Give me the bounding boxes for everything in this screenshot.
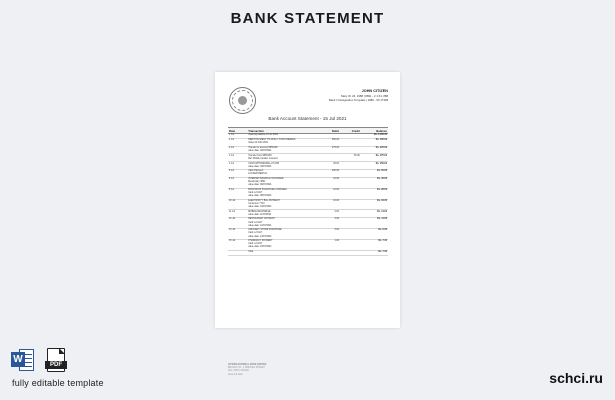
word-file-icon bbox=[11, 348, 35, 372]
template-caption: fully editable template bbox=[12, 378, 104, 388]
cell-date: 5 Jul bbox=[228, 170, 247, 178]
transaction-line: Opening balance 15 Jul 2021 bbox=[248, 134, 279, 137]
transaction-line: Beneficiary 4891 bbox=[248, 181, 266, 184]
cell-credit bbox=[340, 218, 361, 229]
transaction-line: Card ref 4417 bbox=[248, 232, 263, 235]
transactions-body bbox=[228, 134, 388, 255]
transaction-line: Consumer 7723 bbox=[248, 202, 265, 205]
cell-date: 2 Jul bbox=[228, 154, 247, 162]
cell-balance: Rs. 8.00 bbox=[361, 229, 388, 240]
transaction-line: Ref: Mobile transfer received bbox=[248, 157, 278, 160]
cell-debit bbox=[319, 250, 340, 255]
cell-transaction bbox=[247, 239, 319, 250]
cell-credit bbox=[340, 162, 361, 170]
transaction-line: Card ref 4417 bbox=[248, 192, 263, 195]
table-row bbox=[228, 154, 388, 162]
cell-date: 4 Jul bbox=[228, 162, 247, 170]
table-row bbox=[228, 170, 388, 178]
seal-emblem-icon bbox=[238, 96, 247, 105]
transaction-line: BOOKSHOP PURCHASE CHARGES bbox=[248, 188, 287, 191]
cell-credit bbox=[340, 210, 361, 218]
table-row bbox=[228, 229, 388, 240]
cell-transaction bbox=[247, 188, 319, 199]
transaction-line: value date: 15/07/2021 bbox=[248, 246, 272, 249]
cell-balance: Rs. 28.00 bbox=[361, 188, 388, 199]
transaction-line: value date: 04/07/2021 bbox=[248, 165, 272, 168]
cell-debit: 10.00 bbox=[319, 177, 340, 188]
cell-credit bbox=[340, 250, 361, 255]
bank-name: CITIZEN NATIONAL BANK LIMITED bbox=[228, 364, 267, 366]
cell-balance: Rs. 500.00 bbox=[361, 138, 388, 146]
transactions-table bbox=[228, 127, 388, 256]
cell-balance: Rs. 1,000.00 bbox=[361, 134, 388, 139]
transaction-line: value date: 11/07/2021 bbox=[248, 213, 272, 216]
cell-date: 1 Jul bbox=[228, 138, 247, 146]
transaction-line: Card ref 4417 bbox=[248, 243, 263, 246]
account-holder-address-line: Mary W. 23, 1988 | 8891 - 2 1 64, 888 bbox=[341, 94, 388, 98]
cell-date: 10 Jul bbox=[228, 199, 247, 210]
bank-phone: TEL: 0000 0 000000 bbox=[228, 370, 249, 373]
transaction-line: value date: 10/07/2021 bbox=[248, 206, 272, 209]
transaction-line: INTERNET BANKING TRANSFER bbox=[248, 178, 284, 181]
cell-date: 1 Jul bbox=[228, 134, 247, 139]
cell-balance: Rs. 14.00 bbox=[361, 210, 388, 218]
cell-transaction bbox=[247, 199, 319, 210]
table-row bbox=[228, 138, 388, 146]
column-header-date: Date bbox=[228, 128, 247, 134]
transaction-line: Value 03-JUN-2021 bbox=[248, 142, 269, 145]
format-icons bbox=[11, 348, 71, 374]
cell-date: 2 Jul bbox=[228, 146, 247, 154]
bank-footer bbox=[228, 364, 388, 377]
cell-debit bbox=[319, 154, 340, 162]
cell-balance: Rs. 50.00 bbox=[361, 170, 388, 178]
cell-debit: 1.00 bbox=[319, 239, 340, 250]
bank-seal bbox=[229, 87, 256, 114]
cell-debit: 3.00 bbox=[319, 229, 340, 240]
cell-credit bbox=[340, 229, 361, 240]
cell-date: 15 Jul bbox=[228, 239, 247, 250]
cell-balance: Rs. 18.00 bbox=[361, 199, 388, 210]
statement-title: Bank Account Statement - 15 Jul 2021 bbox=[268, 116, 347, 121]
cell-balance: Rs. 250.00 bbox=[361, 162, 388, 170]
pdf-file-icon bbox=[45, 348, 67, 373]
cell-credit: 50.00 bbox=[340, 154, 361, 162]
table-row bbox=[228, 199, 388, 210]
cell-credit bbox=[340, 188, 361, 199]
cell-balance: Rs. 7.00 bbox=[361, 250, 388, 255]
column-header-debit: Debit bbox=[319, 128, 340, 134]
table-row bbox=[228, 146, 388, 154]
cell-debit: 275.00 bbox=[319, 146, 340, 154]
account-holder-address-line: Bank 1 Designation Template | 1880 - 90 17348 bbox=[329, 98, 388, 103]
page-heading: BANK STATEMENT bbox=[230, 10, 385, 27]
table-row bbox=[228, 177, 388, 188]
cell-debit: 500.00 bbox=[319, 138, 340, 146]
cell-date: 12 Jul bbox=[228, 218, 247, 229]
cell-debit: 3.00 bbox=[319, 218, 340, 229]
transaction-line: DEBIT PAYMENT TO MOLLY STATIONERIES bbox=[248, 139, 296, 142]
transaction-line: ELECTRICITY BILL PAYMENT bbox=[248, 199, 280, 202]
cell-balance: Rs. 7.00 bbox=[361, 239, 388, 250]
transaction-line: MOBILE RECHARGE bbox=[248, 210, 271, 213]
bank-website: www.cnb.bank bbox=[228, 373, 243, 376]
cell-balance: Rs. 275.00 bbox=[361, 154, 388, 162]
site-name: schci.ru bbox=[549, 370, 603, 386]
account-holder-name: JOHN CITIZEN bbox=[361, 89, 388, 93]
cell-transaction bbox=[247, 170, 319, 178]
cell-credit bbox=[340, 146, 361, 154]
cell-debit: 10.00 bbox=[319, 199, 340, 210]
transaction-line: Transfer from 9856138 bbox=[248, 154, 272, 157]
transaction-line: CASH WITHDRAWAL AT ATM bbox=[248, 162, 280, 165]
cell-debit: 25.00 bbox=[319, 162, 340, 170]
column-header-credit: Credit bbox=[340, 128, 361, 134]
cell-date: 6 Jul bbox=[228, 177, 247, 188]
cell-credit bbox=[340, 199, 361, 210]
pdf-label: PDF bbox=[45, 361, 67, 369]
table-row bbox=[228, 218, 388, 229]
transaction-line: value date: 12/07/2021 bbox=[248, 224, 272, 227]
transaction-line: Total bbox=[248, 251, 254, 254]
transaction-line: value date: 02/07/2021 bbox=[248, 150, 272, 153]
cell-debit: 12.00 bbox=[319, 188, 340, 199]
cell-debit: 200.00 bbox=[319, 170, 340, 178]
cell-date bbox=[228, 250, 247, 255]
cell-transaction bbox=[247, 177, 319, 188]
transaction-line: RESTAURANT PAYMENT bbox=[248, 218, 275, 221]
cell-debit: 4.00 bbox=[319, 210, 340, 218]
column-header-transaction: Transaction bbox=[247, 128, 319, 134]
cell-credit bbox=[340, 239, 361, 250]
cell-date: 13 Jul bbox=[228, 229, 247, 240]
cell-transaction bbox=[247, 162, 319, 170]
word-badge: W bbox=[11, 352, 25, 367]
cell-transaction bbox=[247, 210, 319, 218]
table-row bbox=[228, 162, 388, 170]
transaction-line: value date: 08/07/2021 bbox=[248, 195, 272, 198]
cell-date: 8 Jul bbox=[228, 188, 247, 199]
transaction-line: Card ref 4417 bbox=[248, 221, 263, 224]
transaction-line: PHARMACY PAYMENT bbox=[248, 240, 273, 243]
transaction-line: value date: 06/07/2021 bbox=[248, 184, 272, 187]
cell-transaction bbox=[247, 138, 319, 146]
cell-credit bbox=[340, 138, 361, 146]
cell-transaction bbox=[247, 154, 319, 162]
cell-balance: Rs. 11.00 bbox=[361, 218, 388, 229]
statement-document bbox=[215, 72, 400, 376]
table-row bbox=[228, 250, 388, 255]
bank-address-line: BRANCH 16 - 1 PRINCES STREET bbox=[228, 367, 265, 370]
cell-transaction bbox=[247, 229, 319, 240]
table-row bbox=[228, 188, 388, 199]
table-row bbox=[228, 210, 388, 218]
table-row bbox=[228, 239, 388, 250]
transaction-line: GROCERY STORE PURCHASE bbox=[248, 229, 282, 232]
transaction-line: Cash Payment bbox=[248, 170, 264, 173]
cell-transaction bbox=[247, 250, 319, 255]
transaction-line: value date: 13/07/2021 bbox=[248, 235, 272, 238]
cell-balance: Rs. 40.00 bbox=[361, 177, 388, 188]
cell-credit bbox=[340, 177, 361, 188]
cell-date: 11 Jul bbox=[228, 210, 247, 218]
cell-balance: Rs. 225.00 bbox=[361, 146, 388, 154]
cell-transaction bbox=[247, 146, 319, 154]
account-holder bbox=[268, 89, 388, 102]
transaction-line: Transfer to account 9856138 bbox=[248, 146, 278, 149]
cell-credit bbox=[340, 170, 361, 178]
transaction-line: LOCKER RENTAL bbox=[248, 173, 268, 176]
column-header-balance: Balance bbox=[361, 128, 388, 134]
cell-transaction bbox=[247, 218, 319, 229]
